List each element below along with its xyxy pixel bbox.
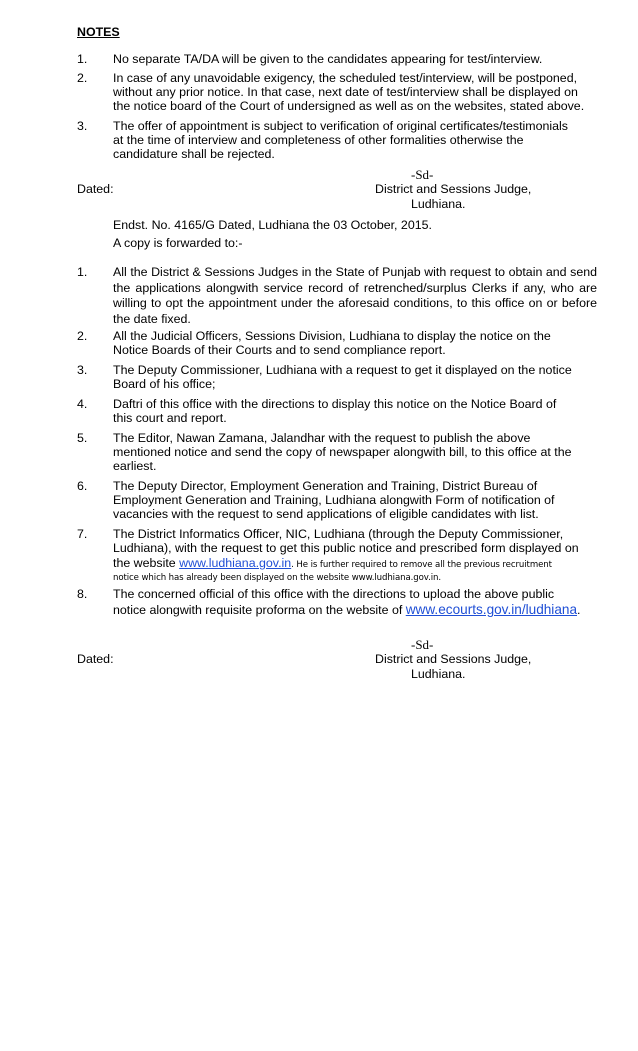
note-number: 3. bbox=[77, 119, 88, 133]
copy-text: vacancies with the request to send applications of eligible candidates with list. bbox=[113, 507, 539, 521]
copy-number: 7. bbox=[77, 527, 88, 541]
copy-text: The concerned official of this office with the directions to upload the above public bbox=[113, 587, 555, 601]
note-number: 2. bbox=[77, 71, 88, 85]
copy-text: All the Judicial Officers, Sessions Division, Ludhiana to display the notice on the bbox=[113, 329, 551, 343]
copy-number: 8. bbox=[77, 587, 88, 601]
copy-text: Board of his office; bbox=[113, 377, 216, 391]
copy-text: Employment Generation and Training, Ludhiana alongwith Form of notification of bbox=[113, 493, 555, 507]
copy-number: 6. bbox=[77, 479, 88, 493]
copy-text: earliest. bbox=[113, 459, 157, 473]
note-text: The offer of appointment is subject to verification of original certificates/testimonials bbox=[113, 119, 569, 133]
copy-text: All the District & Sessions Judges in the State of Punjab with request to obtain and send the applications alongwith service record of retrenched/surplus Clerks if any, who are willing to opt the appointment under the aforesaid conditions, to this office on or before the date fixed. bbox=[113, 265, 597, 326]
copy-number: 2. bbox=[77, 329, 88, 343]
copy-text: mentioned notice and send the copy of newspaper alongwith bill, to this office at the bbox=[113, 445, 572, 459]
copy-text: Ludhiana), with the request to get this public notice and prescribed form displayed on bbox=[113, 541, 579, 555]
signatory-place: Ludhiana. bbox=[411, 667, 466, 681]
signatory-place: Ludhiana. bbox=[411, 197, 466, 211]
copy-small-text: . He is further required to remove all the previous recruitment bbox=[291, 560, 552, 570]
copy-text-link-line bbox=[113, 602, 580, 619]
copy-number: 3. bbox=[77, 363, 88, 377]
note-text: In case of any unavoidable exigency, the scheduled test/interview, will be postponed, bbox=[113, 71, 578, 85]
note-text: candidature shall be rejected. bbox=[113, 147, 275, 161]
copy-number: 5. bbox=[77, 431, 88, 445]
copy-number: 1. bbox=[77, 265, 88, 279]
note-text: without any prior notice. In that case, next date of test/interview shall be displayed on bbox=[113, 85, 578, 99]
copy-number: 4. bbox=[77, 397, 88, 411]
copy-text: this court and report. bbox=[113, 411, 227, 425]
ludhiana-website-link[interactable]: www.ludhiana.gov.in bbox=[179, 556, 292, 570]
copy-text: Notice Boards of their Courts and to send compliance report. bbox=[113, 343, 446, 357]
signature-sd: -Sd- bbox=[411, 167, 434, 182]
ecourts-website-link[interactable]: www.ecourts.gov.in/ludhiana bbox=[405, 602, 578, 617]
dated-label: Dated: bbox=[77, 182, 114, 196]
copy-text: The Deputy Director, Employment Generation and Training, District Bureau of bbox=[113, 479, 538, 493]
signatory-title: District and Sessions Judge, bbox=[375, 182, 532, 196]
copy-text: the website bbox=[113, 556, 180, 570]
copy-text: The Editor, Nawan Zamana, Jalandhar with the request to publish the above bbox=[113, 431, 531, 445]
copy-text: The District Informatics Officer, NIC, Ludhiana (through the Deputy Commissioner, bbox=[113, 527, 564, 541]
signature-sd: -Sd- bbox=[411, 637, 434, 652]
note-text: the notice board of the Court of undersigned as well as on the websites, stated above. bbox=[113, 99, 585, 113]
copy-forwarded: A copy is forwarded to:- bbox=[113, 236, 243, 250]
copy-text: notice alongwith requisite proforma on the website of bbox=[113, 603, 406, 617]
copy-text: The Deputy Commissioner, Ludhiana with a request to get it displayed on the notice bbox=[113, 363, 572, 377]
note-text: at the time of interview and completeness of other formalities otherwise the bbox=[113, 133, 524, 147]
dated-label: Dated: bbox=[77, 652, 114, 666]
copy-small-text: notice which has already been displayed on the website www.ludhiana.gov.in. bbox=[113, 573, 441, 583]
endorsement-line: Endst. No. 4165/G Dated, Ludhiana the 03 October, 2015. bbox=[113, 218, 432, 232]
notes-heading: NOTES bbox=[77, 25, 120, 39]
copy-text: . bbox=[577, 603, 581, 617]
note-number: 1. bbox=[77, 52, 88, 66]
signatory-title: District and Sessions Judge, bbox=[375, 652, 532, 666]
copy-text: Daftri of this office with the directions to display this notice on the Notice Board of bbox=[113, 397, 557, 411]
note-text: No separate TA/DA will be given to the candidates appearing for test/interview. bbox=[113, 52, 543, 66]
